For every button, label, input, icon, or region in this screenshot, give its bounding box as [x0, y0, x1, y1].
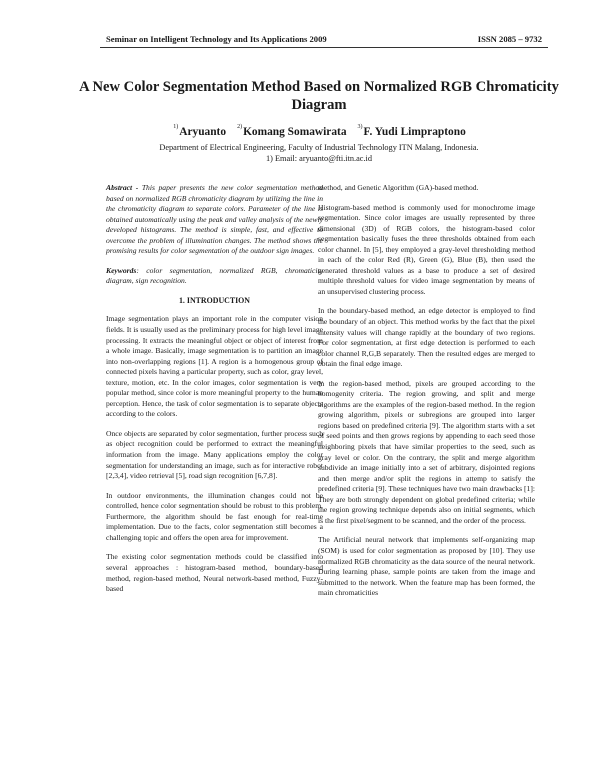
- abstract: [106, 183, 323, 257]
- left-paragraph: In outdoor environments, the illumination changes could not be controlled, hence color segmentation should be robust to this problem. Furthermore, the algorithm should be fast enough for real-time implementation. Due to the facts, color segmentation still becomes a challenging topic and offers the open area for improvement.: [106, 490, 323, 542]
- author-1-name: Aryuanto: [179, 126, 227, 138]
- left-column: [106, 183, 323, 604]
- running-header: [106, 34, 542, 44]
- paper-title: A New Color Segmentation Method Based on Normalized RGB Chromaticity Diagram: [79, 79, 559, 113]
- abstract-label: Abstract -: [106, 183, 139, 192]
- email: 1) Email: aryuanto@fti.itn.ac.id: [265, 154, 373, 163]
- right-paragraph: method, and Genetic Algorithm (GA)-based method.: [318, 183, 479, 192]
- right-paragraph: In the region-based method, pixels are grouped according to the homogenity criteria. The region growing, and split and merge algorithms are the examples of the region-based method. In the region growing algorithm, pixels or subregions are grouped into larger regions based on predefined criteria [9]. The algorithm starts with a set of seed points and then grows regions by appending to each seed those neighboring pixels that have similar properties to the seed, such as gray level or color. On the contrary, the split and merge algorithm subdivide an image initially into a set of arbitrary, disjointed regions and then merge and/or split the regions in attemp to satisfy the predefined criteria [9]. These techniques have two main drawbacks [1]: They are both strongly dependent on global predefined criteria; while the region growing technique depends also on initial segments, which is the first pixel/segment to be scanned, and the order of the process.: [318, 378, 535, 525]
- header-issn: ISSN 2085 – 9732: [477, 34, 542, 44]
- section-heading: 1. INTRODUCTION: [178, 295, 251, 305]
- right-paragraph: In the boundary-based method, an edge detector is employed to find the boundary of an object. This method works by the fact that the pixel intensity values will change rapidly at the boundary of two regions. For color segmentation, at first edge detection is performed to each color channel R,G,B separately. Then the resulted edges are merged to obtain the final edge image.: [318, 306, 535, 369]
- right-paragraph: The Artificial neural network that implements self-organizing map (SOM) is used for color segmentation as proposed by [10]. They use normalized RGB chromaticity as the data source of the neural network. During learning phase, sample points are taken from the image and submitted to the network. When the feature map has been formed, the main chromaticities: [318, 535, 535, 598]
- right-paragraph: Histogram-based method is commonly used for monochrome image segmentation. Since color images are usually represented by three dimensional (3D) of RGB colors, the histogram-based color segmentation basically fuses the three thresholds obtained from each color channel. In [5], they employed a gray-level thresholding method in each of the color Red (R), Green (G), Blue (B), then used the generated threshold values as a base to produce a set of desired multiple threshold values for video image segmentation by means of an unsupervised clustering process.: [318, 202, 535, 296]
- keywords-text: : color segmentation, normalized RGB, chromaticity diagram, sign recognition.: [106, 265, 323, 286]
- author-list: [60, 124, 578, 138]
- author-2-name: Komang Somawirata: [243, 126, 347, 138]
- author-2-sup: 2): [237, 124, 243, 130]
- affiliation: Department of Electrical Engineering, Faculty of Industrial Technology ITN Malang, Indonesia.: [159, 143, 479, 152]
- left-paragraph: Once objects are separated by color segmentation, further process such as object recognition could be performed to extract the meaningful information from the image. Many applications employ the color segmentation for understanding an image, such as for interactive robot [2,3,4], video retrieval [5], road sign recognition [6,7,8].: [106, 428, 323, 481]
- left-paragraph: Image segmentation plays an important role in the computer vision fields. It is usually used as the preliminary process for high level image processing. It extracts the meaningful object or object of interest from a whole image. Basically, image segmentation is to partition an image into non-overlapping regions [1]. A region is a homogenous group of connected pixels having a particular property, such as color, gray level, texture, motion, etc. In the color images, color segmentation is very popular method, since color is more meaningful property to the human perception. Hence, the task of color segmentation is to separate objects according to the colors.: [106, 314, 323, 419]
- keywords: [106, 266, 323, 287]
- header-rule: [100, 47, 548, 48]
- author-3-name: F. Yudi Limpraptono: [363, 126, 466, 138]
- left-paragraph: The existing color segmentation methods could be classified into several approaches : histogram-based method, boundary-based method, region-based method, Neural network-based method, Fuzzy-based: [106, 552, 323, 594]
- header-seminar: Seminar on Intelligent Technology and Its Applications 2009: [106, 34, 327, 44]
- abstract-text: This paper presents the new color segmentation method based on normalized RGB chromaticity diagram by utilizing the line in the chromaticity diagram to separate colors. Parameter of the line is obtained automatically using the peak and valley analysis of the newly developed histograms. The method is simple, fast, and effective to overcome the problem of illumination changes. The method shows the promising results for color segmentation of the outdoor sign images.: [106, 183, 324, 256]
- right-column: [318, 183, 535, 608]
- author-3-sup: 3): [357, 124, 363, 130]
- affiliation-block: [60, 142, 578, 164]
- author-1-sup: 1): [173, 124, 179, 130]
- keywords-label: Keywords: [106, 265, 137, 275]
